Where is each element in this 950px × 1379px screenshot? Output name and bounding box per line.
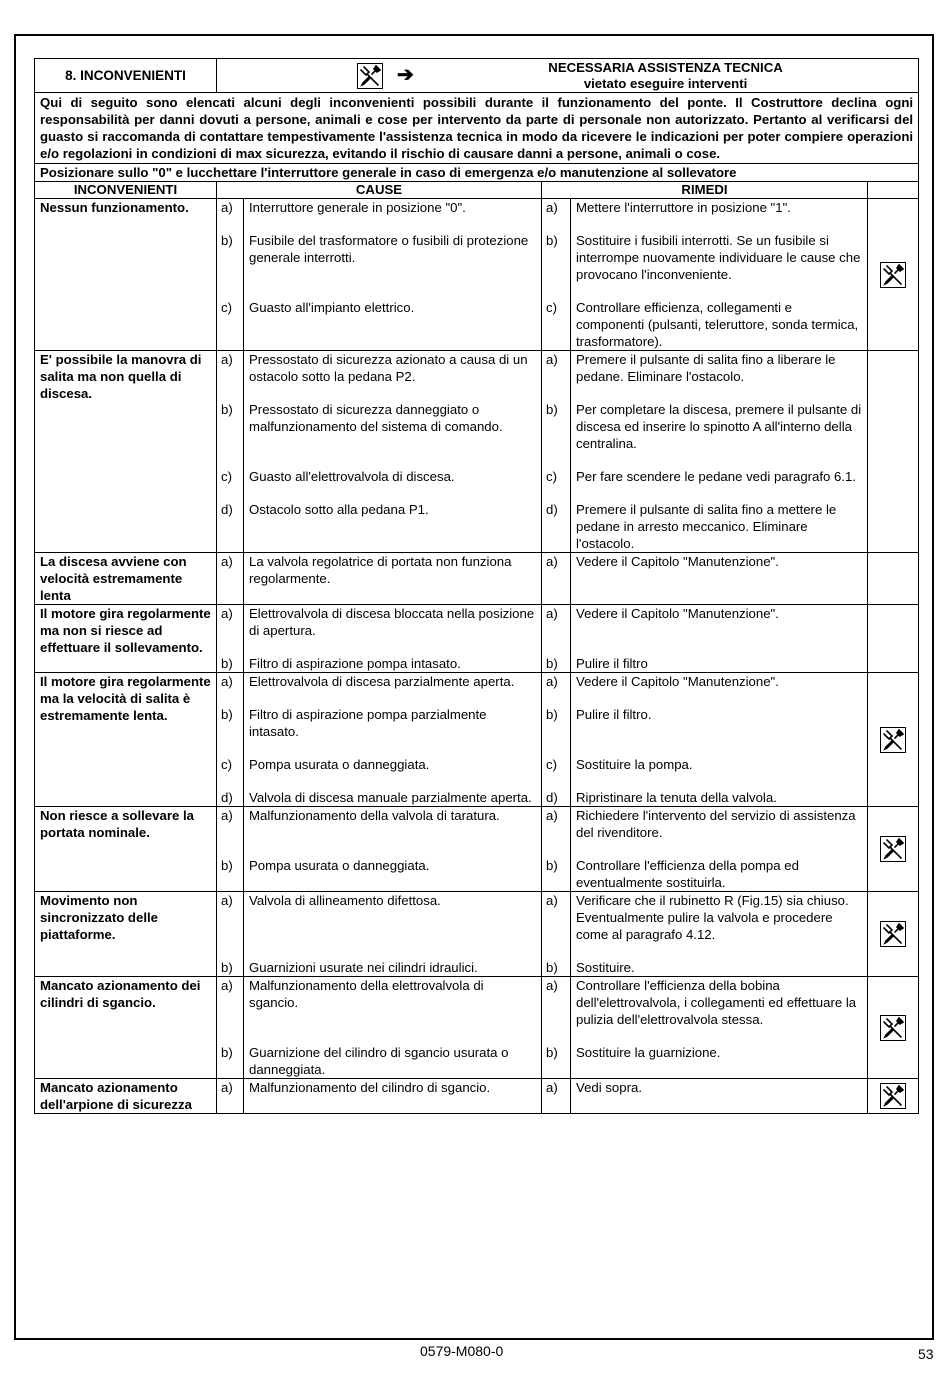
cause-letter-cell: [217, 892, 244, 977]
problem-row: [35, 605, 919, 673]
cause-text: Malfunzionamento della valvola di taratura.: [249, 808, 500, 823]
cause-letter: a): [221, 808, 233, 823]
cause-letter-cell: [217, 807, 244, 892]
remedy-text: Controllare l'efficienza della bobina dell'elettrovalvola, i collegamenti ed effettuare la pulizia dell'elettrovalvola stessa.: [576, 978, 857, 1027]
safety-warning: Posizionare sullo "0" e lucchettare l'interruttore generale in caso di emergenza e/o manutenzione al sollevatore: [35, 164, 919, 182]
cause-text: Elettrovalvola di discesa bloccata nella posizione di apertura.: [249, 606, 535, 638]
column-header-causes: CAUSE: [217, 182, 542, 199]
cause-letter: b): [221, 1045, 233, 1060]
page-number: 53: [918, 1346, 934, 1362]
remedy-text: Sostituire la guarnizione.: [576, 1045, 721, 1060]
icon-cell: [868, 199, 919, 351]
remedy-letter: b): [546, 402, 558, 417]
cause-letter: a): [221, 893, 233, 908]
problem-text: Non riesce a sollevare la portata nominale.: [40, 808, 194, 840]
remedy-text: Sostituire.: [576, 960, 635, 975]
problem-row: [35, 199, 919, 351]
cause-letter: b): [221, 656, 233, 671]
cause-letter: d): [221, 502, 233, 517]
remedy-text: Pulire il filtro.: [576, 707, 652, 722]
problem-cell: [35, 807, 217, 892]
icon-cell: [868, 892, 919, 977]
cause-letter: c): [221, 300, 232, 315]
remedy-letter: a): [546, 978, 558, 993]
problem-row: [35, 807, 919, 892]
remedy-letter: b): [546, 1045, 558, 1060]
remedy-letter: b): [546, 233, 558, 248]
cause-text: Pressostato di sicurezza danneggiato o malfunzionamento del sistema di comando.: [249, 402, 503, 434]
problem-cell: [35, 553, 217, 605]
remedy-cell: [571, 553, 868, 605]
cause-letter-cell: [217, 1079, 244, 1114]
remedy-text: Premere il pulsante di salita fino a mettere le pedane in arresto meccanico. Eliminare l'ostacolo.: [576, 502, 837, 551]
problem-row: [35, 351, 919, 553]
icon-cell: [868, 1079, 919, 1114]
cause-cell: [244, 1079, 542, 1114]
remedy-text: Controllare efficienza, collegamenti e componenti (pulsanti, teleruttore, sonda termica, trasformatore).: [576, 300, 859, 349]
cause-text: Malfunzionamento della elettrovalvola di sgancio.: [249, 978, 484, 1010]
remedy-letter: a): [546, 606, 558, 621]
cause-text: Guasto all'impianto elettrico.: [249, 300, 415, 315]
remedy-text: Premere il pulsante di salita fino a liberare le pedane. Eliminare l'ostacolo.: [576, 352, 836, 384]
cause-text: Ostacolo sotto alla pedana P1.: [249, 502, 429, 517]
remedy-text: Verificare che il rubinetto R (Fig.15) sia chiuso. Eventualmente pulire la valvola e procedere come al paragrafo 4.12.: [576, 893, 849, 942]
icon-cell: [868, 605, 919, 673]
technician-tools-icon: [880, 921, 906, 947]
remedy-letter: c): [546, 300, 557, 315]
icon-cell: [868, 807, 919, 892]
technician-tools-icon: [880, 836, 906, 862]
remedy-letter: b): [546, 858, 558, 873]
cause-text: Interruttore generale in posizione "0".: [249, 200, 466, 215]
cause-text: Fusibile del trasformatore o fusibili di protezione generale interrotti.: [249, 233, 529, 265]
cause-letter-cell: [217, 673, 244, 807]
problem-cell: [35, 199, 217, 351]
technician-tools-icon: [880, 1083, 906, 1109]
remedy-text: Vedere il Capitolo "Manutenzione".: [576, 606, 779, 621]
remedy-letter: a): [546, 352, 558, 367]
problem-cell: [35, 605, 217, 673]
cause-letter: b): [221, 858, 233, 873]
remedy-cell: [571, 673, 868, 807]
remedy-letter: b): [546, 707, 558, 722]
problem-cell: [35, 1079, 217, 1114]
icon-cell: [868, 553, 919, 605]
cause-cell: [244, 673, 542, 807]
cause-letter: a): [221, 200, 233, 215]
remedy-letter: a): [546, 1080, 558, 1095]
intro-row: [35, 93, 919, 164]
remedy-letter-cell: [542, 553, 571, 605]
remedy-letter-cell: [542, 351, 571, 553]
cause-letter: a): [221, 606, 233, 621]
header-row: [35, 59, 919, 93]
remedy-letter: a): [546, 554, 558, 569]
cause-text: Malfunzionamento del cilindro di sgancio.: [249, 1080, 491, 1095]
cause-cell: [244, 807, 542, 892]
remedy-letter-cell: [542, 892, 571, 977]
cause-text: Guasto all'elettrovalvola di discesa.: [249, 469, 455, 484]
remedy-text: Vedere il Capitolo "Manutenzione".: [576, 554, 779, 569]
column-header-problems: INCONVENIENTI: [35, 182, 217, 199]
remedy-letter-cell: [542, 673, 571, 807]
remedy-text: Per fare scendere le pedane vedi paragrafo 6.1.: [576, 469, 857, 484]
remedy-letter: d): [546, 790, 558, 805]
technician-tools-icon: [880, 727, 906, 753]
remedy-cell: [571, 605, 868, 673]
remedy-cell: [571, 977, 868, 1079]
notice-subtitle: vietato eseguire interventi: [583, 75, 748, 91]
arrow-right-icon: ➔: [397, 64, 414, 86]
cause-letter: a): [221, 978, 233, 993]
assistance-notice: [217, 59, 919, 93]
remedy-letter-cell: [542, 807, 571, 892]
problem-text: Mancato azionamento dell'arpione di sicurezza: [40, 1080, 192, 1112]
cause-text: Pompa usurata o danneggiata.: [249, 858, 430, 873]
remedy-letter-cell: [542, 199, 571, 351]
remedy-text: Pulire il filtro: [576, 656, 648, 671]
problem-cell: [35, 977, 217, 1079]
remedy-text: Ripristinare la tenuta della valvola.: [576, 790, 777, 805]
notice-title: NECESSARIA ASSISTENZA TECNICA: [548, 60, 783, 75]
remedy-text: Vedi sopra.: [576, 1080, 642, 1095]
remedy-letter: b): [546, 656, 558, 671]
cause-cell: [244, 977, 542, 1079]
remedy-text: Per completare la discesa, premere il pulsante di discesa ed inserire lo spinotto A all'interno della centralina.: [576, 402, 862, 451]
cause-letter-cell: [217, 977, 244, 1079]
remedy-text: Sostituire i fusibili interrotti. Se un fusibile si interrompe nuovamente individuare le cause che provocano l'inconveniente.: [576, 233, 861, 282]
cause-text: Filtro di aspirazione pompa parzialmente intasato.: [249, 707, 487, 739]
remedy-letter: c): [546, 757, 557, 772]
remedy-cell: [571, 1079, 868, 1114]
cause-letter: d): [221, 790, 233, 805]
section-title: 8. INCONVENIENTI: [35, 59, 217, 93]
cause-letter: a): [221, 352, 233, 367]
cause-text: Filtro di aspirazione pompa intasato.: [249, 656, 461, 671]
column-header-row: [35, 182, 919, 199]
problem-text: Il motore gira regolarmente ma non si riesce ad effettuare il sollevamento.: [40, 606, 211, 655]
remedy-letter: a): [546, 674, 558, 689]
cause-cell: [244, 553, 542, 605]
problem-text: Mancato azionamento dei cilindri di sgancio.: [40, 978, 201, 1010]
problem-row: [35, 892, 919, 977]
remedy-cell: [571, 199, 868, 351]
warning-row: [35, 164, 919, 182]
cause-letter: a): [221, 554, 233, 569]
technician-tools-icon: [880, 262, 906, 288]
cause-letter: b): [221, 233, 233, 248]
remedy-letter: d): [546, 502, 558, 517]
column-header-remedies: RIMEDI: [542, 182, 868, 199]
remedy-text: Sostituire la pompa.: [576, 757, 693, 772]
intro-paragraph: Qui di seguito sono elencati alcuni degli inconvenienti possibili durante il funzionamento del ponte. Il Costruttore declina ogni responsabilità per danni dovuti a persone, animali e cose per intervento da parte di personale non autorizzato. Pertanto al verificarsi del guasto si raccomanda di contattare tempestivamente l'assistenza tecnica in modo da ricevere le indicazioni per poter compiere operazioni e/o regolazioni in condizioni di max sicurezza, evitando il rischio di causare danni a persone, animali o cose.: [35, 93, 919, 164]
problem-text: Movimento non sincronizzato delle piattaforme.: [40, 893, 158, 942]
problem-cell: [35, 351, 217, 553]
cause-letter: b): [221, 402, 233, 417]
cause-letter-cell: [217, 605, 244, 673]
remedy-letter: c): [546, 469, 557, 484]
remedy-letter: a): [546, 200, 558, 215]
cause-text: Valvola di discesa manuale parzialmente aperta.: [249, 790, 532, 805]
cause-text: La valvola regolatrice di portata non funziona regolarmente.: [249, 554, 512, 586]
cause-text: Valvola di allineamento difettosa.: [249, 893, 441, 908]
technician-tools-icon: [357, 63, 383, 89]
cause-letter: a): [221, 674, 233, 689]
problem-text: La discesa avviene con velocità estremamente lenta: [40, 554, 187, 603]
remedy-letter-cell: [542, 1079, 571, 1114]
remedy-letter-cell: [542, 977, 571, 1079]
icon-cell: [868, 351, 919, 553]
cause-cell: [244, 199, 542, 351]
remedy-cell: [571, 807, 868, 892]
cause-letter: c): [221, 757, 232, 772]
troubleshooting-table: [34, 58, 919, 1114]
remedy-letter: b): [546, 960, 558, 975]
cause-letter: a): [221, 1080, 233, 1095]
problem-text: E' possibile la manovra di salita ma non quella di discesa.: [40, 352, 202, 401]
problem-row: [35, 1079, 919, 1114]
problem-row: [35, 673, 919, 807]
cause-cell: [244, 351, 542, 553]
cause-letter-cell: [217, 351, 244, 553]
problem-text: Il motore gira regolarmente ma la velocità di salita è estremamente lenta.: [40, 674, 211, 723]
remedy-text: Richiedere l'intervento del servizio di assistenza del rivenditore.: [576, 808, 856, 840]
problem-cell: [35, 892, 217, 977]
column-header-icon: [868, 182, 919, 199]
cause-letter-cell: [217, 553, 244, 605]
problem-row: [35, 553, 919, 605]
remedy-cell: [571, 892, 868, 977]
cause-text: Elettrovalvola di discesa parzialmente aperta.: [249, 674, 515, 689]
document-code: 0579-M080-0: [420, 1343, 504, 1359]
cause-text: Pressostato di sicurezza azionato a causa di un ostacolo sotto la pedana P2.: [249, 352, 528, 384]
remedy-letter-cell: [542, 605, 571, 673]
cause-text: Guarnizione del cilindro di sgancio usurata o danneggiata.: [249, 1045, 509, 1077]
remedy-text: Vedere il Capitolo "Manutenzione".: [576, 674, 779, 689]
cause-text: Guarnizioni usurate nei cilindri idraulici.: [249, 960, 478, 975]
cause-cell: [244, 892, 542, 977]
cause-text: Pompa usurata o danneggiata.: [249, 757, 430, 772]
problem-row: [35, 977, 919, 1079]
remedy-text: Mettere l'interruttore in posizione "1".: [576, 200, 791, 215]
icon-cell: [868, 977, 919, 1079]
technician-tools-icon: [880, 1015, 906, 1041]
icon-cell: [868, 673, 919, 807]
cause-cell: [244, 605, 542, 673]
cause-letter: b): [221, 707, 233, 722]
cause-letter: b): [221, 960, 233, 975]
cause-letter: c): [221, 469, 232, 484]
problem-text: Nessun funzionamento.: [40, 200, 189, 215]
remedy-letter: a): [546, 893, 558, 908]
problem-cell: [35, 673, 217, 807]
remedy-letter: a): [546, 808, 558, 823]
cause-letter-cell: [217, 199, 244, 351]
remedy-text: Controllare l'efficienza della pompa ed eventualmente sostituirla.: [576, 858, 799, 890]
remedy-cell: [571, 351, 868, 553]
